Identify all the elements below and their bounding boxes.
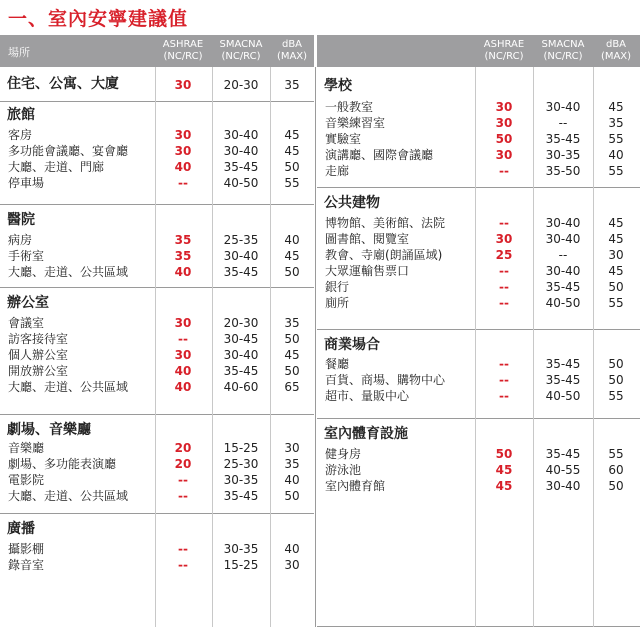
dba-value: 55 [608, 164, 624, 178]
group-title: 室內體育設施 [324, 426, 408, 442]
smacna-value: 30-40 [223, 144, 259, 158]
table-row [0, 440, 314, 456]
row-name: 大廳、走道、公共區域 [8, 489, 129, 503]
ashrae-value: 30 [174, 128, 192, 142]
row-name: 大廳、走道、公共區域 [8, 265, 129, 279]
row-name: 手術室 [8, 249, 45, 263]
ashrae-value: 30 [495, 116, 513, 130]
ashrae-value: 30 [495, 232, 513, 246]
column-gridline [593, 67, 594, 627]
table-row [0, 143, 314, 159]
dba-value: 40 [608, 148, 624, 162]
table-row [317, 356, 640, 372]
row-name: 音樂廳 [8, 441, 45, 455]
smacna-value: 25-35 [223, 233, 259, 247]
dba-value: 50 [608, 479, 624, 493]
row-name: 圖書館、閱覽室 [325, 232, 410, 246]
header-smacna: SMACNA (NC/RC) [541, 39, 585, 62]
group-title: 辦公室 [7, 295, 49, 311]
group-title: 公共建物 [324, 195, 380, 211]
ashrae-value: 25 [495, 248, 513, 262]
column-divider [315, 67, 316, 627]
smacna-value: -- [558, 248, 568, 262]
smacna-value: 40-60 [223, 380, 259, 394]
dba-value: 40 [284, 542, 300, 556]
row-name: 訪客接待室 [8, 332, 69, 346]
table-row [317, 215, 640, 231]
dba-value: 35 [284, 78, 300, 92]
row-name: 博物館、美術館、法院 [325, 216, 446, 230]
ashrae-value: 40 [174, 380, 192, 394]
left-header [0, 35, 314, 67]
smacna-value: 30-35 [545, 148, 581, 162]
smacna-value: 35-45 [545, 132, 581, 146]
right-header [317, 35, 640, 67]
smacna-value: 30-40 [545, 264, 581, 278]
ashrae-value: 45 [495, 463, 513, 477]
column-gridline [270, 67, 271, 627]
dba-value: 35 [608, 116, 624, 130]
row-name: 開放辦公室 [8, 364, 69, 378]
dba-value: 50 [284, 364, 300, 378]
smacna-value: 35-45 [545, 357, 581, 371]
table-row [317, 231, 640, 247]
ashrae-value: 40 [174, 265, 192, 279]
header-ashrae: ASHRAE (NC/RC) [162, 39, 204, 62]
dba-value: 50 [284, 332, 300, 346]
dba-value: 50 [608, 280, 624, 294]
row-name: 餐廳 [325, 357, 350, 371]
table-row [0, 363, 314, 379]
ashrae-value: 20 [174, 441, 192, 455]
table-row [0, 456, 314, 472]
header-dba: dBA (MAX) [276, 39, 308, 62]
table-row [317, 163, 640, 179]
dba-value: 60 [608, 463, 624, 477]
dba-value: 55 [608, 296, 624, 310]
ashrae-value: -- [178, 473, 188, 487]
row-name: 健身房 [325, 447, 362, 461]
smacna-value: 30-35 [223, 542, 259, 556]
row-name: 音樂練習室 [325, 116, 386, 130]
page-title: 一、室內安寧建議值 [8, 8, 189, 30]
smacna-value: 20-30 [223, 78, 259, 92]
smacna-value: 35-45 [223, 364, 259, 378]
dba-value: 55 [608, 447, 624, 461]
group-right-3 [317, 419, 640, 627]
column-gridline [533, 67, 534, 627]
row-name: 教會、寺廟(朗誦區域) [325, 248, 443, 262]
table-row [0, 248, 314, 264]
table-row [317, 446, 640, 462]
smacna-value: 15-25 [223, 558, 259, 572]
dba-value: 45 [284, 144, 300, 158]
row-name: 廁所 [325, 296, 350, 310]
ashrae-value: 30 [174, 78, 192, 92]
dba-value: 50 [284, 489, 300, 503]
table-row [0, 127, 314, 143]
table-row [317, 372, 640, 388]
smacna-value: 40-50 [223, 176, 259, 190]
dba-value: 55 [608, 389, 624, 403]
smacna-value: 40-50 [545, 296, 581, 310]
header-place-label: 場所 [8, 46, 30, 59]
smacna-value: 35-50 [545, 164, 581, 178]
table-row [0, 264, 314, 280]
group-right-0 [317, 67, 640, 188]
ashrae-value: 35 [174, 249, 192, 263]
table-row [317, 247, 640, 263]
ashrae-value: -- [499, 280, 509, 294]
dba-value: 50 [608, 373, 624, 387]
row-name: 室內體育館 [325, 479, 386, 493]
ashrae-value: -- [178, 558, 188, 572]
row-name: 病房 [8, 233, 33, 247]
smacna-value: 20-30 [223, 316, 259, 330]
header-ashrae: ASHRAE (NC/RC) [483, 39, 525, 62]
table-row [317, 115, 640, 131]
right-column [317, 35, 640, 627]
dba-value: 30 [608, 248, 624, 262]
smacna-value: 35-45 [545, 280, 581, 294]
row-name: 會議室 [8, 316, 45, 330]
table-row [0, 159, 314, 175]
ashrae-value: -- [178, 176, 188, 190]
table-row [0, 488, 314, 504]
row-name: 電影院 [8, 473, 45, 487]
ashrae-value: -- [178, 332, 188, 346]
smacna-value: 30-40 [223, 128, 259, 142]
ashrae-value: 30 [174, 316, 192, 330]
row-name: 劇場、多功能表演廳 [8, 457, 117, 471]
table-row [0, 175, 314, 191]
group-title: 住宅、公寓、大廈 [7, 76, 119, 92]
row-name: 走廊 [325, 164, 350, 178]
group-left-2 [0, 205, 314, 288]
table-row [317, 131, 640, 147]
group-left-3 [0, 288, 314, 415]
dba-value: 45 [608, 264, 624, 278]
group-right-1 [317, 188, 640, 330]
table-row [317, 388, 640, 404]
column-gridline [212, 67, 213, 627]
dba-value: 35 [284, 316, 300, 330]
ashrae-value: -- [499, 389, 509, 403]
table-row [0, 347, 314, 363]
dba-value: 50 [284, 265, 300, 279]
row-name: 個人辦公室 [8, 348, 69, 362]
ashrae-value: -- [178, 542, 188, 556]
group-left-0 [0, 67, 314, 102]
smacna-value: 30-35 [223, 473, 259, 487]
ashrae-value: -- [499, 373, 509, 387]
group-title: 劇場、音樂廳 [7, 422, 91, 438]
group-title: 商業場合 [324, 337, 380, 353]
header-smacna: SMACNA (NC/RC) [219, 39, 263, 62]
dba-value: 45 [284, 249, 300, 263]
group-title: 旅館 [7, 107, 35, 123]
row-name: 游泳池 [325, 463, 362, 477]
ashrae-value: -- [499, 264, 509, 278]
table-row [317, 147, 640, 163]
smacna-value: 15-25 [223, 441, 259, 455]
ashrae-value: 40 [174, 160, 192, 174]
smacna-value: 35-45 [223, 160, 259, 174]
dba-value: 30 [284, 441, 300, 455]
dba-value: 45 [608, 100, 624, 114]
group-title: 廣播 [7, 521, 35, 537]
table-row [317, 279, 640, 295]
dba-value: 50 [284, 160, 300, 174]
group-left-5 [0, 514, 314, 627]
row-name: 大廳、走道、公共區域 [8, 380, 129, 394]
row-name: 演講廳、國際會議廳 [325, 148, 434, 162]
header-dba: dBA (MAX) [600, 39, 632, 62]
right-table-body [317, 67, 640, 627]
left-table-body [0, 67, 314, 627]
column-gridline [475, 67, 476, 627]
smacna-value: 30-40 [223, 348, 259, 362]
smacna-value: 35-45 [545, 373, 581, 387]
row-name: 一般教室 [325, 100, 374, 114]
row-name: 大廳、走道、門廊 [8, 160, 105, 174]
ashrae-value: 50 [495, 447, 513, 461]
table-row [0, 541, 314, 557]
smacna-value: 40-50 [545, 389, 581, 403]
ashrae-value: 30 [174, 348, 192, 362]
group-left-4 [0, 415, 314, 514]
dba-value: 65 [284, 380, 300, 394]
row-name: 銀行 [325, 280, 350, 294]
dba-value: 30 [284, 558, 300, 572]
smacna-value: 25-30 [223, 457, 259, 471]
smacna-value: 30-40 [545, 100, 581, 114]
table-row [317, 263, 640, 279]
ashrae-value: 30 [495, 100, 513, 114]
ashrae-value: 50 [495, 132, 513, 146]
smacna-value: 35-45 [223, 489, 259, 503]
group-title: 醫院 [7, 212, 35, 228]
table-row [317, 478, 640, 494]
row-name: 多功能會議廳、宴會廳 [8, 144, 129, 158]
group-right-2 [317, 330, 640, 419]
ashrae-value: 20 [174, 457, 192, 471]
row-name: 客房 [8, 128, 33, 142]
smacna-value: 30-40 [545, 232, 581, 246]
dba-value: 55 [608, 132, 624, 146]
table-row [0, 232, 314, 248]
table-row [317, 295, 640, 311]
ashrae-value: -- [499, 357, 509, 371]
smacna-value: -- [558, 116, 568, 130]
group-left-1 [0, 102, 314, 205]
smacna-value: 35-45 [545, 447, 581, 461]
row-name: 百貨、商場、購物中心 [325, 373, 446, 387]
dba-value: 40 [284, 233, 300, 247]
table-row [0, 331, 314, 347]
row-name: 攝影棚 [8, 542, 45, 556]
smacna-value: 30-40 [223, 249, 259, 263]
table-row [0, 557, 314, 573]
table-row [0, 472, 314, 488]
smacna-value: 30-40 [545, 479, 581, 493]
left-column [0, 35, 314, 627]
smacna-value: 40-55 [545, 463, 581, 477]
dba-value: 55 [284, 176, 300, 190]
dba-value: 45 [284, 348, 300, 362]
column-gridline [155, 67, 156, 627]
row-name: 超市、量販中心 [325, 389, 410, 403]
row-name: 實驗室 [325, 132, 362, 146]
table-row [0, 77, 314, 93]
ashrae-value: 30 [495, 148, 513, 162]
ashrae-value: -- [178, 489, 188, 503]
ashrae-value: 40 [174, 364, 192, 378]
dba-value: 35 [284, 457, 300, 471]
dba-value: 40 [284, 473, 300, 487]
group-title: 學校 [324, 78, 352, 94]
table-row [317, 99, 640, 115]
dba-value: 45 [284, 128, 300, 142]
ashrae-value: 30 [174, 144, 192, 158]
dba-value: 45 [608, 216, 624, 230]
smacna-value: 35-45 [223, 265, 259, 279]
table-row [317, 462, 640, 478]
ashrae-value: -- [499, 164, 509, 178]
smacna-value: 30-45 [223, 332, 259, 346]
row-name: 停車場 [8, 176, 45, 190]
ashrae-value: -- [499, 296, 509, 310]
row-name: 錄音室 [8, 558, 45, 572]
ashrae-value: 45 [495, 479, 513, 493]
table-row [0, 315, 314, 331]
dba-value: 50 [608, 357, 624, 371]
row-name: 大眾運輸售票口 [325, 264, 410, 278]
ashrae-value: 35 [174, 233, 192, 247]
ashrae-value: -- [499, 216, 509, 230]
table-row [0, 379, 314, 395]
smacna-value: 30-40 [545, 216, 581, 230]
dba-value: 45 [608, 232, 624, 246]
